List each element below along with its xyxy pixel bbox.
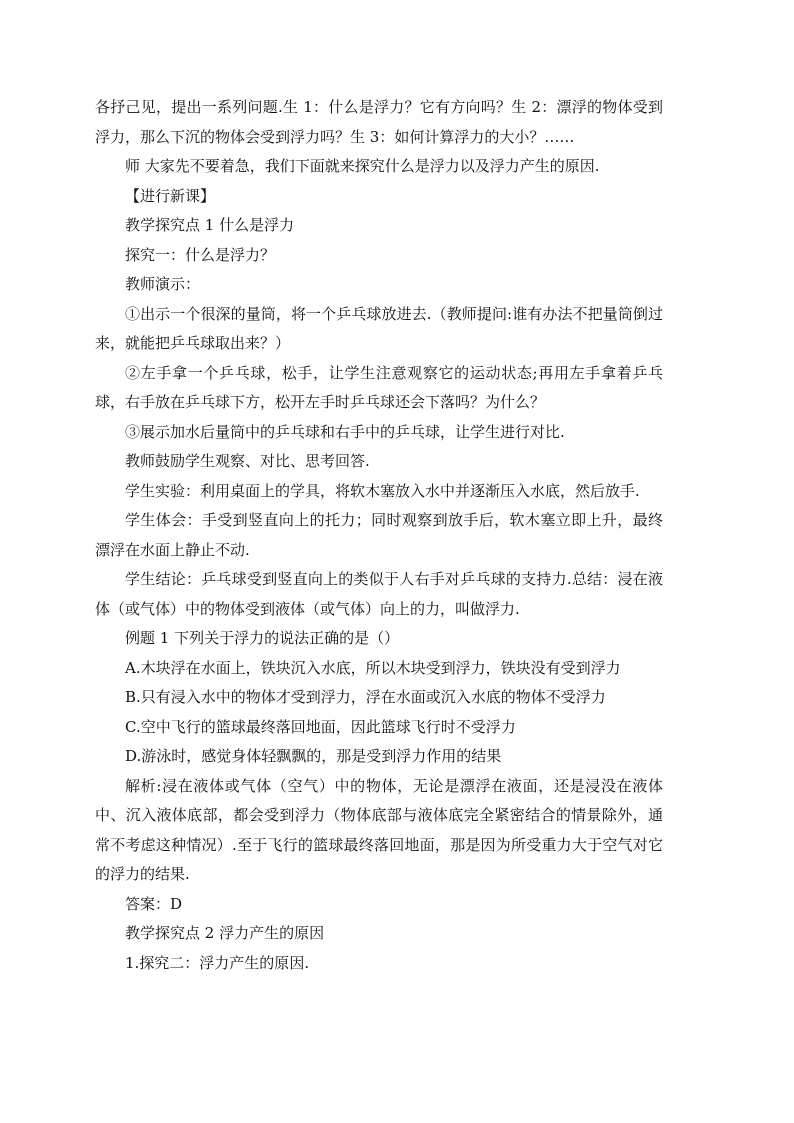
inquiry-1-title: 探究一：什么是浮力？ <box>125 245 276 264</box>
inquiry-2-title: 1.探究二：浮力产生的原因. <box>125 953 310 972</box>
student-experience: 学生体会：手受到竖直向上的托力；同时观察到放手后，软木塞立即上升，最终漂浮在水面上静止不动. <box>95 511 663 559</box>
demo-step-3: ③展示加水后量筒中的乒乓球和右手中的乒乓球，让学生进行对比. <box>125 422 565 441</box>
option-c: C.空中飞行的篮球最终落回地面，因此篮球飞行时不受浮力 <box>125 717 516 736</box>
option-b: B.只有浸入水中的物体才受到浮力，浮在水面或沉入水底的物体不受浮力 <box>125 688 606 706</box>
inquiry-point-2-heading: 教学探究点 2 浮力产生的原因 <box>125 924 325 942</box>
student-conclusion: 学生结论：乒乓球受到竖直向上的类似于人右手对乒乓球的支持力.总结：浸在液体（或气体）中的物体受到液体（或气体）向上的力，叫做浮力. <box>95 570 663 618</box>
demo-step-1: ①出示一个很深的量筒，将一个乒乓球放进去.（教师提问:谁有办法不把量筒倒过来，就能把乒乓球取出来？） <box>95 304 663 352</box>
example-1-question: 例题 1 下列关于浮力的说法正确的是（） <box>125 629 400 647</box>
section-heading-new-lesson: 【进行新课】 <box>125 186 216 205</box>
inquiry-point-1-heading: 教学探究点 1 什么是浮力 <box>125 216 295 234</box>
demo-step-2: ②左手拿一个乒乓球，松手，让学生注意观察它的运动状态;再用左手拿着乒乓球，右手放在乒乓球下方，松开左手时乒乓球还会下落吗？为什么？ <box>95 363 663 411</box>
option-d: D.游泳时，感觉身体轻飘飘的，那是受到浮力作用的结果 <box>125 747 502 765</box>
analysis: 解析:浸在液体或气体（空气）中的物体，无论是漂浮在液面，还是浸没在液体中、沉入液体底部，都会受到浮力（物体底部与液体底完全紧密结合的情景除外，通常不考虑这种情况）.至于飞行的篮球最终落回地面，那是因为所受重力大于空气对它的浮力的结果. <box>95 776 663 883</box>
teacher-demo-label: 教师演示： <box>125 275 201 293</box>
document-body <box>95 93 663 978</box>
option-a: A.木块浮在水面上，铁块沉入水底，所以木块受到浮力，铁块没有受到浮力 <box>125 658 621 677</box>
answer: 答案：D <box>125 894 183 913</box>
teacher-encourage: 教师鼓励学生观察、对比、思考回答. <box>125 452 370 470</box>
paragraph-continuation: 各抒己见，提出一系列问题.生 1：什么是浮力？它有方向吗？生 2：漂浮的物体受到浮力，那么下沉的物体会受到浮力吗？生 3：如何计算浮力的大小？…… <box>95 98 663 146</box>
student-experiment: 学生实验：利用桌面上的学具，将软木塞放入水中并逐渐压入水底，然后放手. <box>125 481 640 500</box>
paragraph-teacher-remark: 师 大家先不要着急，我们下面就来探究什么是浮力以及浮力产生的原因. <box>125 157 600 175</box>
